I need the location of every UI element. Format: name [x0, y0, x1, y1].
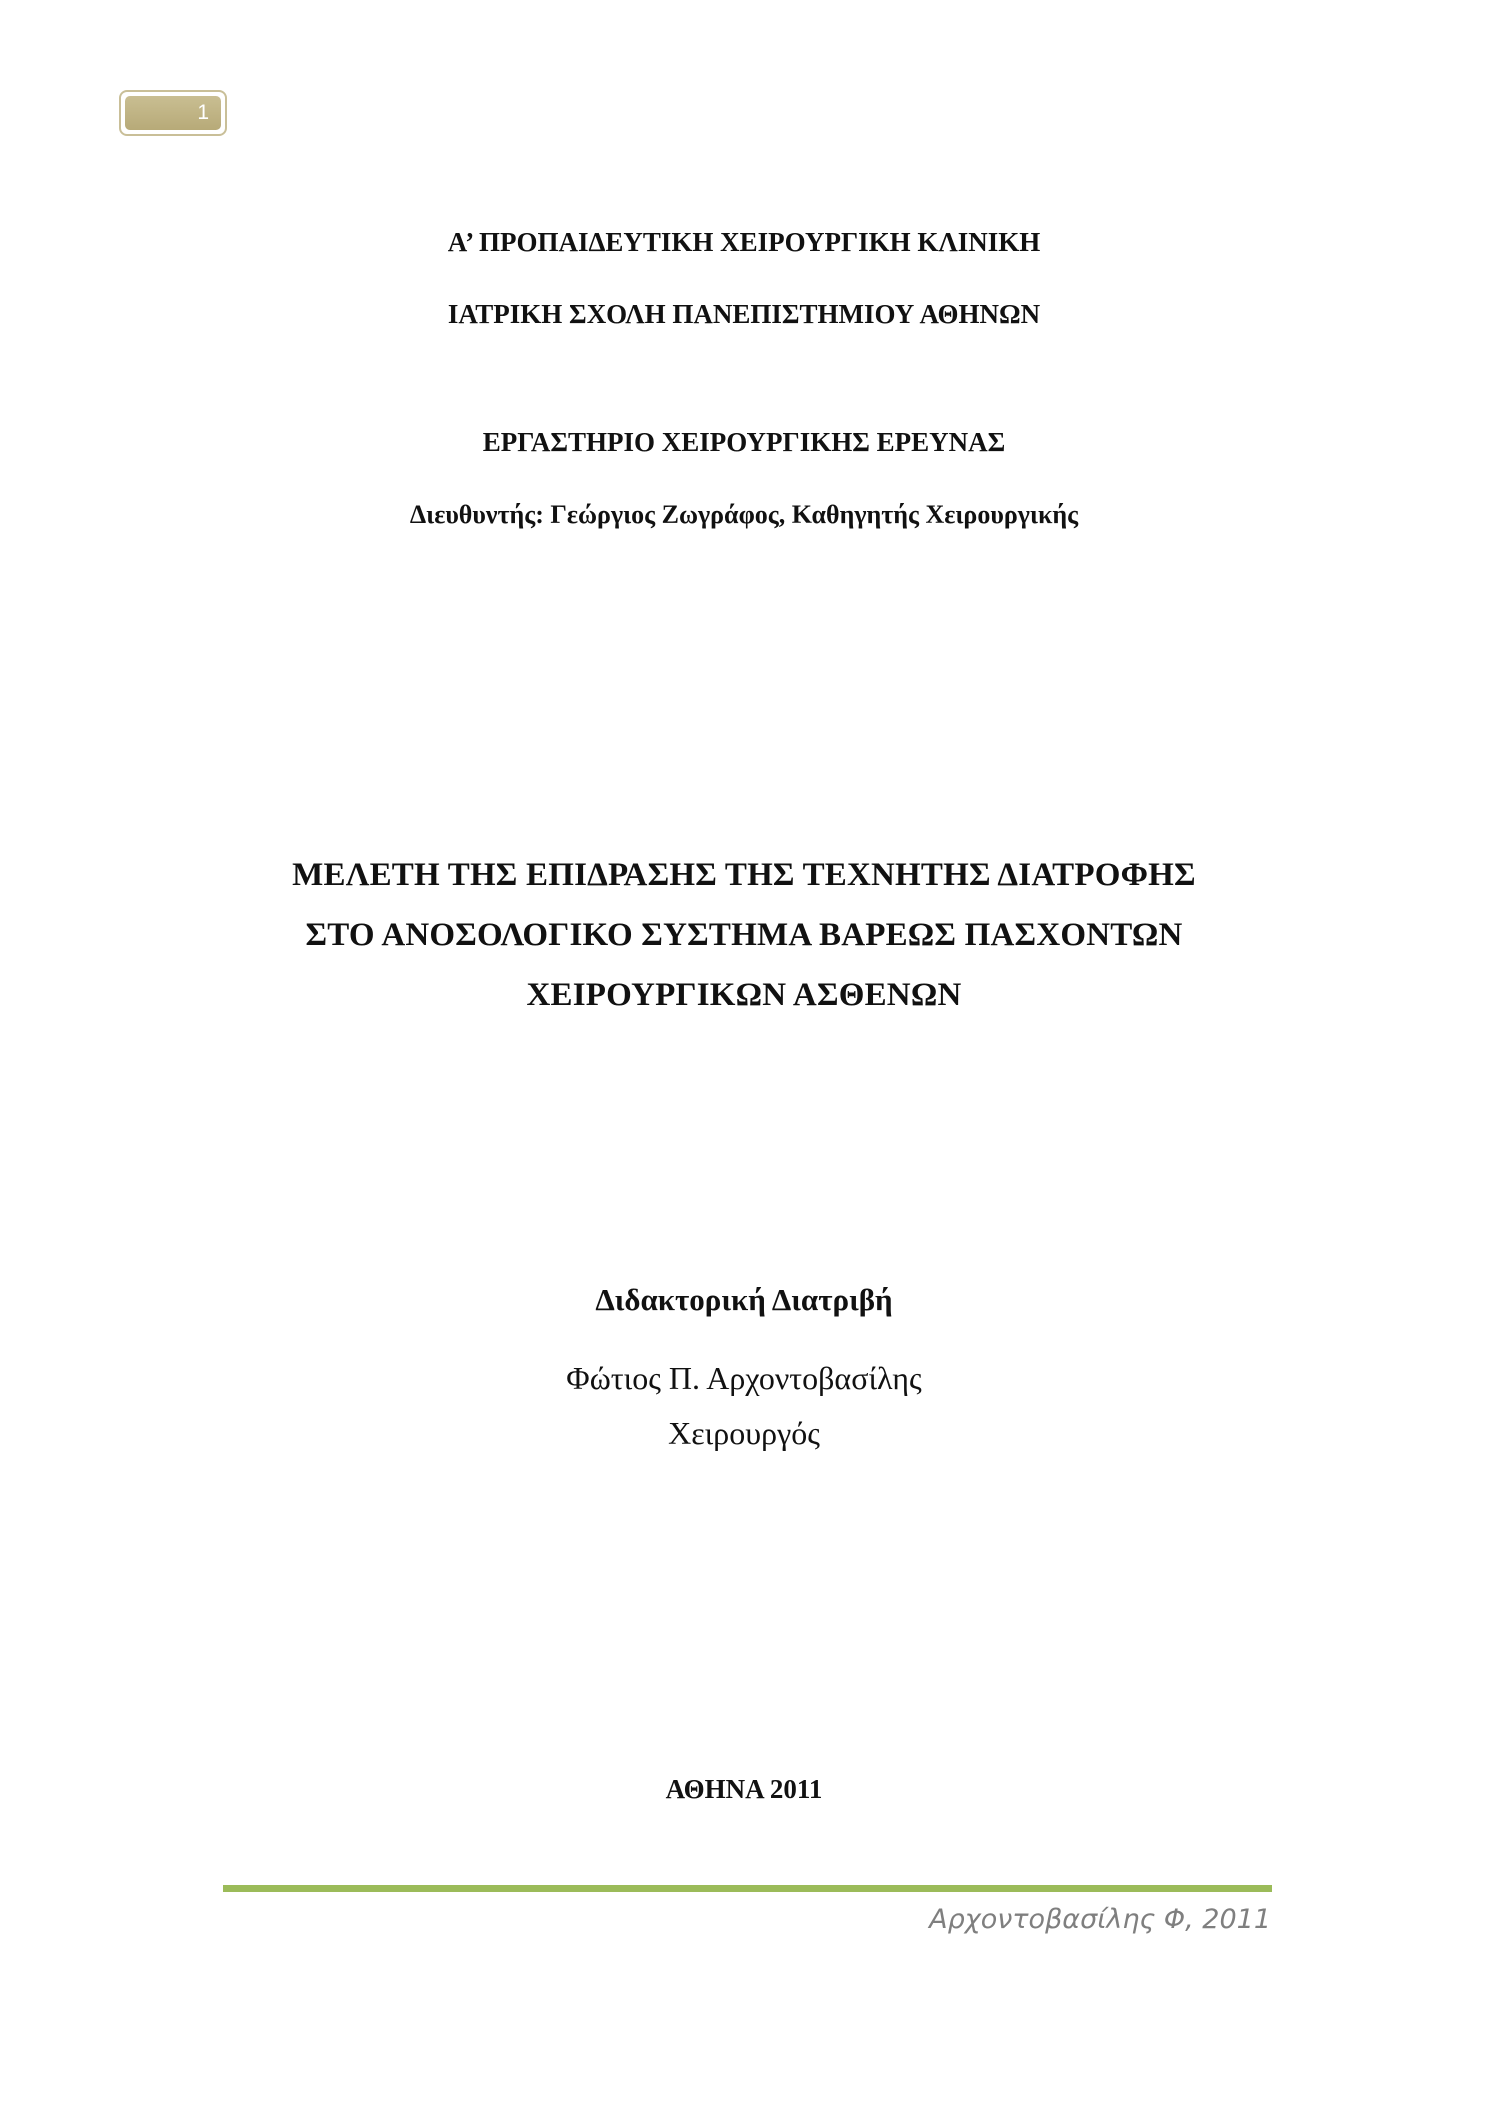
director-line: Διευθυντής: Γεώργιος Ζωγράφος, Καθηγητής Χειρουργικής: [409, 500, 1079, 529]
page-number: 1: [197, 101, 209, 124]
thesis-title-line-3: ΧΕΙΡΟΥΡΓΙΚΩΝ ΑΣΘΕΝΩΝ: [526, 977, 962, 1013]
footer-author-year: Αρχοντοβασίλης Φ, 2011: [929, 1904, 1271, 1935]
school-name: ΙΑΤΡΙΚΗ ΣΧΟΛΗ ΠΑΝΕΠΙΣΤΗΜΙΟΥ ΑΘΗΝΩΝ: [447, 299, 1041, 329]
lab-name: ΕΡΓΑΣΤΗΡΙΟ ΧΕΙΡΟΥΡΓΙΚΗΣ ΕΡΕΥΝΑΣ: [482, 427, 1006, 457]
footer-rule: [223, 1885, 1272, 1892]
author-role: Χειρουργός: [668, 1415, 820, 1451]
thesis-title-line-2: ΣΤΟ ΑΝΟΣΟΛΟΓΙΚΟ ΣΥΣΤΗΜΑ ΒΑΡΕΩΣ ΠΑΣΧΟΝΤΩΝ: [305, 917, 1183, 953]
place-and-year: ΑΘΗΝΑ 2011: [665, 1774, 823, 1804]
author-name: Φώτιος Π. Αρχοντοβασίλης: [566, 1360, 922, 1396]
page-number-badge: [119, 90, 227, 136]
thesis-title-line-1: ΜΕΛΕΤΗ ΤΗΣ ΕΠΙΔΡΑΣΗΣ ΤΗΣ ΤΕΧΝΗΤΗΣ ΔΙΑΤΡΟΦΗΣ: [292, 857, 1196, 893]
clinic-name: Α’ ΠΡΟΠΑΙΔΕΥΤΙΚΗ ΧΕΙΡΟΥΡΓΙΚΗ ΚΛΙΝΙΚΗ: [447, 227, 1041, 257]
page-number-badge-fill: [125, 96, 221, 130]
document-type: Διδακτορική Διατριβή: [595, 1282, 893, 1317]
